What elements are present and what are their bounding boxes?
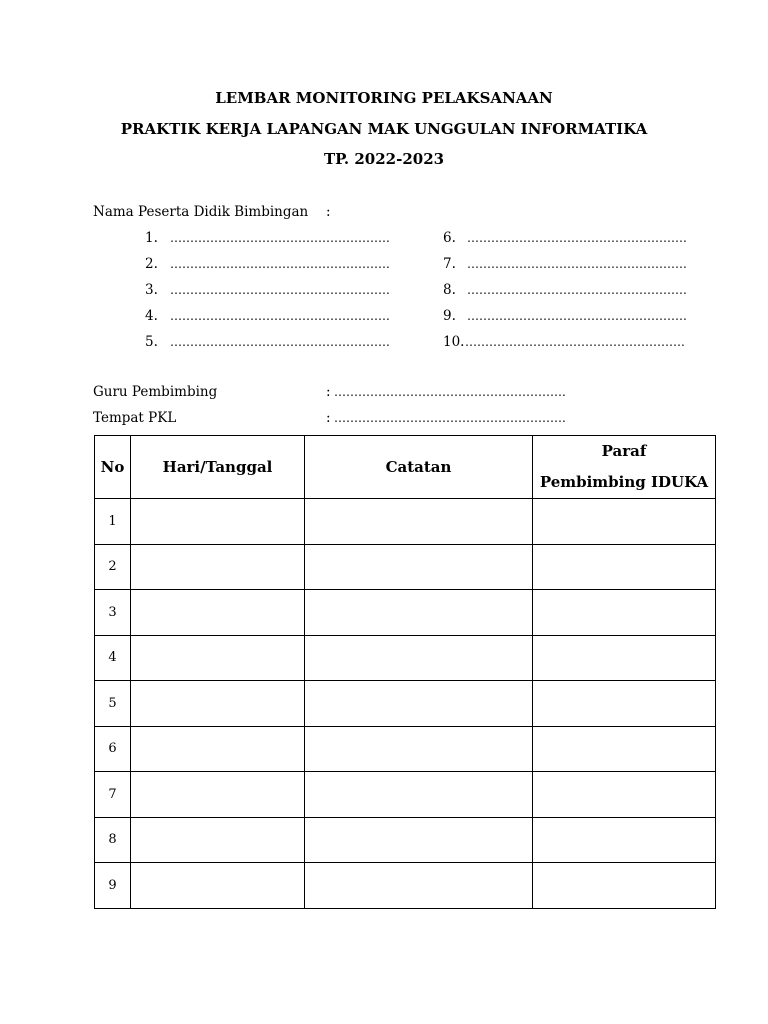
peserta-field[interactable]: ………………………………………………. xyxy=(170,335,390,349)
peserta-field[interactable]: ………………………………………………. xyxy=(467,283,687,297)
row-number: 4 xyxy=(95,635,131,681)
row-hari-tanggal-cell[interactable] xyxy=(131,772,305,818)
row-number: 1 xyxy=(95,499,131,545)
table-row xyxy=(95,817,716,863)
peserta-number: 3. xyxy=(145,282,158,298)
row-number: 2 xyxy=(95,544,131,590)
table-row xyxy=(95,499,716,545)
row-catatan-cell[interactable] xyxy=(305,817,533,863)
header-paraf-line2: Pembimbing IDUKA xyxy=(539,473,709,491)
row-hari-tanggal-cell[interactable] xyxy=(131,863,305,909)
peserta-number: 5. xyxy=(145,334,158,350)
row-number: 5 xyxy=(95,681,131,727)
peserta-field[interactable]: ………………………………………………. xyxy=(465,335,685,349)
table-body xyxy=(95,499,716,909)
guru-field[interactable]: …………………………………………………. xyxy=(334,385,566,399)
table-row xyxy=(95,863,716,909)
table-row xyxy=(95,681,716,727)
peserta-number: 8. xyxy=(443,282,456,298)
peserta-number: 4. xyxy=(145,308,158,324)
row-number: 7 xyxy=(95,772,131,818)
row-catatan-cell[interactable] xyxy=(305,499,533,545)
row-hari-tanggal-cell[interactable] xyxy=(131,499,305,545)
header-no: No xyxy=(95,436,131,499)
peserta-colon: : xyxy=(326,204,331,220)
table-row xyxy=(95,544,716,590)
header-hari-tanggal: Hari/Tanggal xyxy=(131,436,305,499)
title-line-1: LEMBAR MONITORING PELAKSANAAN xyxy=(215,89,553,107)
row-paraf-cell[interactable] xyxy=(533,817,716,863)
row-catatan-cell[interactable] xyxy=(305,635,533,681)
peserta-field[interactable]: ………………………………………………. xyxy=(170,309,390,323)
row-paraf-cell[interactable] xyxy=(533,635,716,681)
header-paraf xyxy=(533,436,716,499)
monitoring-table xyxy=(94,435,716,909)
peserta-number: 7. xyxy=(443,256,456,272)
peserta-label: Nama Peserta Didik Bimbingan xyxy=(93,204,309,220)
row-catatan-cell[interactable] xyxy=(305,726,533,772)
row-paraf-cell[interactable] xyxy=(533,726,716,772)
table-row xyxy=(95,590,716,636)
tempat-label: Tempat PKL xyxy=(93,410,177,426)
row-hari-tanggal-cell[interactable] xyxy=(131,544,305,590)
title-line-3: TP. 2022-2023 xyxy=(323,150,445,168)
row-hari-tanggal-cell[interactable] xyxy=(131,817,305,863)
header-paraf-line1: Paraf xyxy=(601,442,647,460)
peserta-field[interactable]: ………………………………………………. xyxy=(170,283,390,297)
peserta-field[interactable]: ………………………………………………. xyxy=(170,231,390,245)
row-catatan-cell[interactable] xyxy=(305,772,533,818)
row-catatan-cell[interactable] xyxy=(305,590,533,636)
row-hari-tanggal-cell[interactable] xyxy=(131,635,305,681)
peserta-field[interactable]: ………………………………………………. xyxy=(170,257,390,271)
row-paraf-cell[interactable] xyxy=(533,590,716,636)
row-catatan-cell[interactable] xyxy=(305,863,533,909)
header-catatan: Catatan xyxy=(305,436,533,499)
table-row xyxy=(95,772,716,818)
row-catatan-cell[interactable] xyxy=(305,681,533,727)
guru-label: Guru Pembimbing xyxy=(93,384,218,400)
peserta-field[interactable]: ………………………………………………. xyxy=(467,257,687,271)
row-catatan-cell[interactable] xyxy=(305,544,533,590)
peserta-number: 10. xyxy=(443,334,465,350)
peserta-field[interactable]: ………………………………………………. xyxy=(467,231,687,245)
peserta-number: 2. xyxy=(145,256,158,272)
peserta-number: 9. xyxy=(443,308,456,324)
table-header-row xyxy=(95,436,716,499)
row-hari-tanggal-cell[interactable] xyxy=(131,590,305,636)
title-line-2: PRAKTIK KERJA LAPANGAN MAK UNGGULAN INFORMATIKA xyxy=(120,120,648,138)
table-row xyxy=(95,726,716,772)
table-row xyxy=(95,635,716,681)
peserta-field[interactable]: ………………………………………………. xyxy=(467,309,687,323)
peserta-number: 6. xyxy=(443,230,456,246)
row-number: 3 xyxy=(95,590,131,636)
tempat-colon: : xyxy=(326,410,331,426)
row-hari-tanggal-cell[interactable] xyxy=(131,681,305,727)
guru-colon: : xyxy=(326,384,331,400)
row-paraf-cell[interactable] xyxy=(533,681,716,727)
row-paraf-cell[interactable] xyxy=(533,544,716,590)
tempat-field[interactable]: …………………………………………………. xyxy=(334,411,566,425)
row-number: 9 xyxy=(95,863,131,909)
row-number: 8 xyxy=(95,817,131,863)
row-paraf-cell[interactable] xyxy=(533,772,716,818)
row-paraf-cell[interactable] xyxy=(533,499,716,545)
row-paraf-cell[interactable] xyxy=(533,863,716,909)
row-number: 6 xyxy=(95,726,131,772)
peserta-number: 1. xyxy=(145,230,158,246)
row-hari-tanggal-cell[interactable] xyxy=(131,726,305,772)
